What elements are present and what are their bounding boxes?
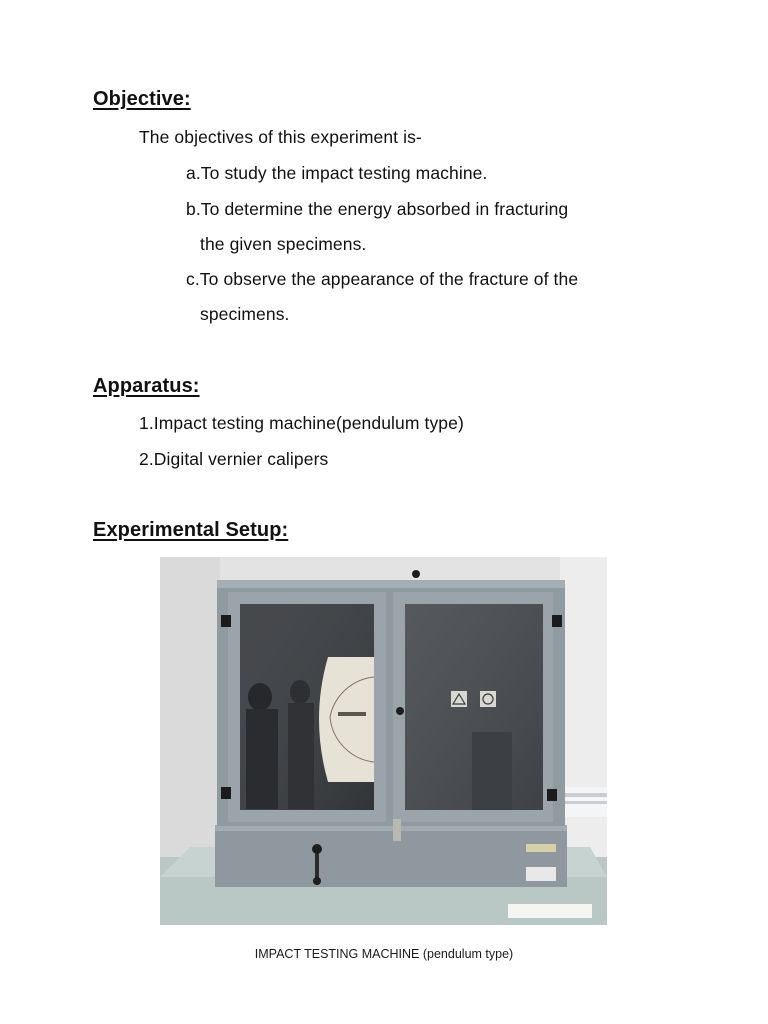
setup-heading: Experimental Setup: <box>93 519 289 541</box>
objective-heading: Objective: <box>93 88 191 110</box>
figure-caption: IMPACT TESTING MACHINE (pendulum type) <box>254 947 514 961</box>
objective-item-c-continued: specimens. <box>200 304 290 324</box>
apparatus-item-2: 2.Digital vernier calipers <box>139 449 329 469</box>
apparatus-item-1: 1.Impact testing machine(pendulum type) <box>139 413 464 433</box>
objective-item-b-continued: the given specimens. <box>200 234 367 254</box>
apparatus-heading: Apparatus: <box>93 375 200 397</box>
objective-intro: The objectives of this experiment is- <box>139 127 422 147</box>
objective-item-b: b.To determine the energy absorbed in fracturing <box>186 199 569 219</box>
impact-testing-machine-photo <box>160 557 607 925</box>
objective-item-c: c.To observe the appearance of the fracture of the <box>186 269 579 289</box>
objective-item-a: a.To study the impact testing machine. <box>186 163 488 183</box>
